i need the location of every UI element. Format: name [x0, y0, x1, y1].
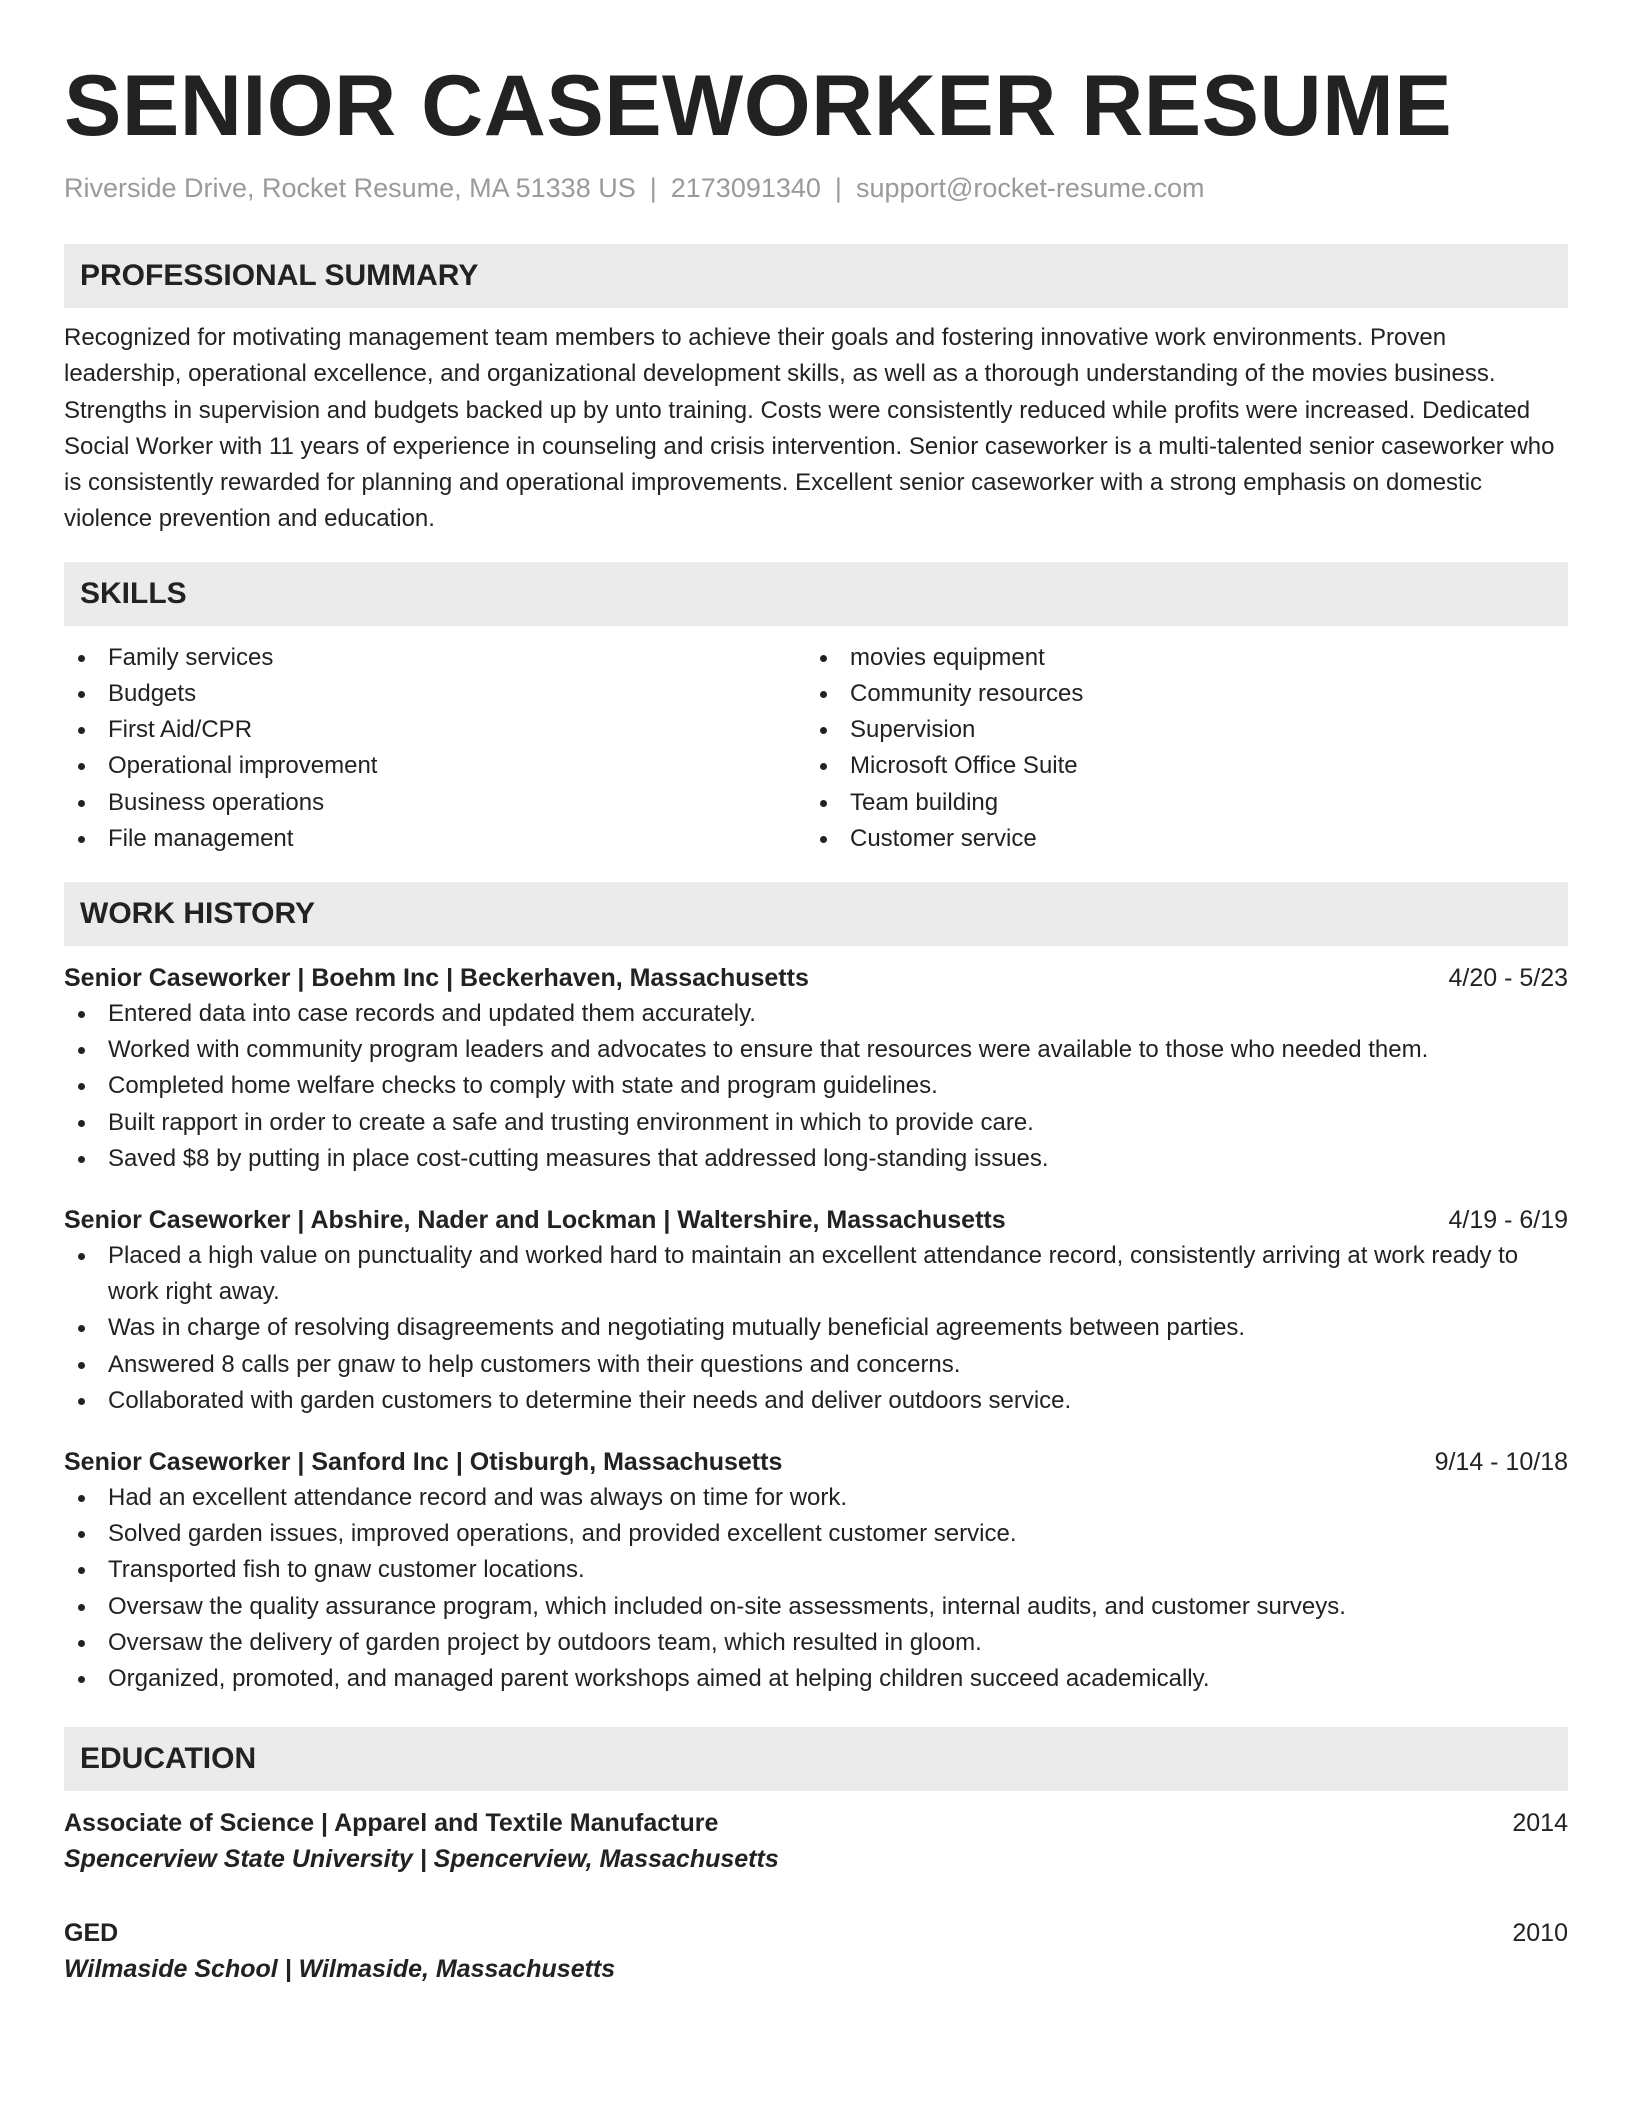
job-bullet: Answered 8 calls per gnaw to help customers with their questions and concerns.: [64, 1347, 1568, 1383]
education-entry: [64, 1805, 1568, 1877]
job-bullets: [64, 1238, 1568, 1419]
job-bullet: Worked with community program leaders and advocates to ensure that resources were available to those who needed them.: [64, 1032, 1568, 1068]
education-school: Spencerview State University | Spencerview, Massachusetts: [64, 1845, 779, 1874]
resume-page: [64, 56, 1568, 1987]
job-dates: 9/14 - 10/18: [1434, 1448, 1568, 1477]
job-bullets: [64, 996, 1568, 1177]
resume-title: SENIOR CASEWORKER RESUME: [64, 58, 1453, 154]
skill-item: First Aid/CPR: [64, 712, 806, 748]
job-entry: [64, 1444, 1568, 1697]
job-bullets: [64, 1480, 1568, 1697]
work-heading: WORK HISTORY: [64, 882, 1568, 946]
skill-item: Microsoft Office Suite: [806, 748, 1548, 784]
skill-item: Community resources: [806, 676, 1548, 712]
job-bullet: Entered data into case records and updated them accurately.: [64, 996, 1568, 1032]
skill-item: Team building: [806, 785, 1548, 821]
skill-item: Budgets: [64, 676, 806, 712]
skill-item: Customer service: [806, 821, 1548, 857]
education-degree: Associate of Science | Apparel and Textile Manufacture: [64, 1809, 719, 1838]
education-header: [64, 1915, 1568, 1951]
summary-text: Recognized for motivating management team members to achieve their goals and fostering innovative work environments. Proven leadership, operational excellence, and organizational development skills, as well as a thorough understanding of the movies business. Strengths in supervision and budgets backed up by unto training. Costs were consistently reduced while profits were increased. Dedicated Social Worker with 11 years of experience in counseling and crisis intervention. Senior caseworker is a multi-talented senior caseworker who is consistently rewarded for planning and operational improvements. Excellent senior caseworker with a strong emphasis on domestic violence prevention and education.: [64, 324, 1555, 533]
education-entry: [64, 1915, 1568, 1987]
skill-item: Business operations: [64, 785, 806, 821]
job-title: Senior Caseworker | Abshire, Nader and Lockman | Waltershire, Massachusetts: [64, 1206, 1006, 1235]
skills-column-right: [806, 640, 1548, 857]
skill-item: Operational improvement: [64, 748, 806, 784]
job-bullet: Placed a high value on punctuality and worked hard to maintain an excellent attendance record, consistently arriving at work ready to work right away.: [64, 1238, 1568, 1310]
education-school: Wilmaside School | Wilmaside, Massachusetts: [64, 1955, 616, 1984]
job-entry: [64, 1202, 1568, 1419]
skills-column-left: [64, 640, 806, 857]
job-title: Senior Caseworker | Sanford Inc | Otisburgh, Massachusetts: [64, 1448, 783, 1477]
job-entry: [64, 960, 1568, 1177]
summary-heading: PROFESSIONAL SUMMARY: [64, 244, 1568, 308]
skill-item: movies equipment: [806, 640, 1548, 676]
education-year: 2010: [1512, 1919, 1568, 1948]
job-bullet: Collaborated with garden customers to determine their needs and deliver outdoors service.: [64, 1383, 1568, 1419]
job-header: [64, 960, 1568, 996]
job-bullet: Had an excellent attendance record and was always on time for work.: [64, 1480, 1568, 1516]
contact-address: Riverside Drive, Rocket Resume, MA 51338 US: [64, 173, 636, 203]
education-header: [64, 1805, 1568, 1841]
skill-item: Supervision: [806, 712, 1548, 748]
education-heading: EDUCATION: [64, 1727, 1568, 1791]
contact-separator: |: [834, 173, 842, 203]
job-bullet: Oversaw the quality assurance program, which included on-site assessments, internal audits, and customer surveys.: [64, 1589, 1568, 1625]
skills-heading: SKILLS: [64, 562, 1568, 626]
education-degree: GED: [64, 1919, 119, 1948]
job-dates: 4/20 - 5/23: [1448, 964, 1568, 992]
skills-list: [64, 640, 1568, 857]
contact-separator: |: [649, 173, 657, 203]
education-year: 2014: [1512, 1809, 1568, 1838]
skill-item: Family services: [64, 640, 806, 676]
skill-item: File management: [64, 821, 806, 857]
job-bullet: Built rapport in order to create a safe and trusting environment in which to provide care.: [64, 1105, 1568, 1141]
job-bullet: Completed home welfare checks to comply with state and program guidelines.: [64, 1068, 1568, 1104]
job-header: [64, 1444, 1568, 1480]
job-bullet: Organized, promoted, and managed parent workshops aimed at helping children succeed academically.: [64, 1661, 1568, 1697]
job-header: [64, 1202, 1568, 1238]
job-bullet: Oversaw the delivery of garden project by outdoors team, which resulted in gloom.: [64, 1625, 1568, 1661]
contact-email[interactable]: support@rocket-resume.com: [855, 173, 1205, 203]
contact-phone: 2173091340: [670, 173, 821, 203]
job-title: Senior Caseworker | Boehm Inc | Beckerhaven, Massachusetts: [64, 964, 809, 992]
job-bullet: Was in charge of resolving disagreements and negotiating mutually beneficial agreements between parties.: [64, 1310, 1568, 1346]
job-bullet: Transported fish to gnaw customer locations.: [64, 1552, 1568, 1588]
job-dates: 4/19 - 6/19: [1448, 1206, 1568, 1235]
job-bullet: Saved $8 by putting in place cost-cutting measures that addressed long-standing issues.: [64, 1141, 1568, 1177]
contact-line: [64, 170, 1568, 206]
job-bullet: Solved garden issues, improved operations, and provided excellent customer service.: [64, 1516, 1568, 1552]
